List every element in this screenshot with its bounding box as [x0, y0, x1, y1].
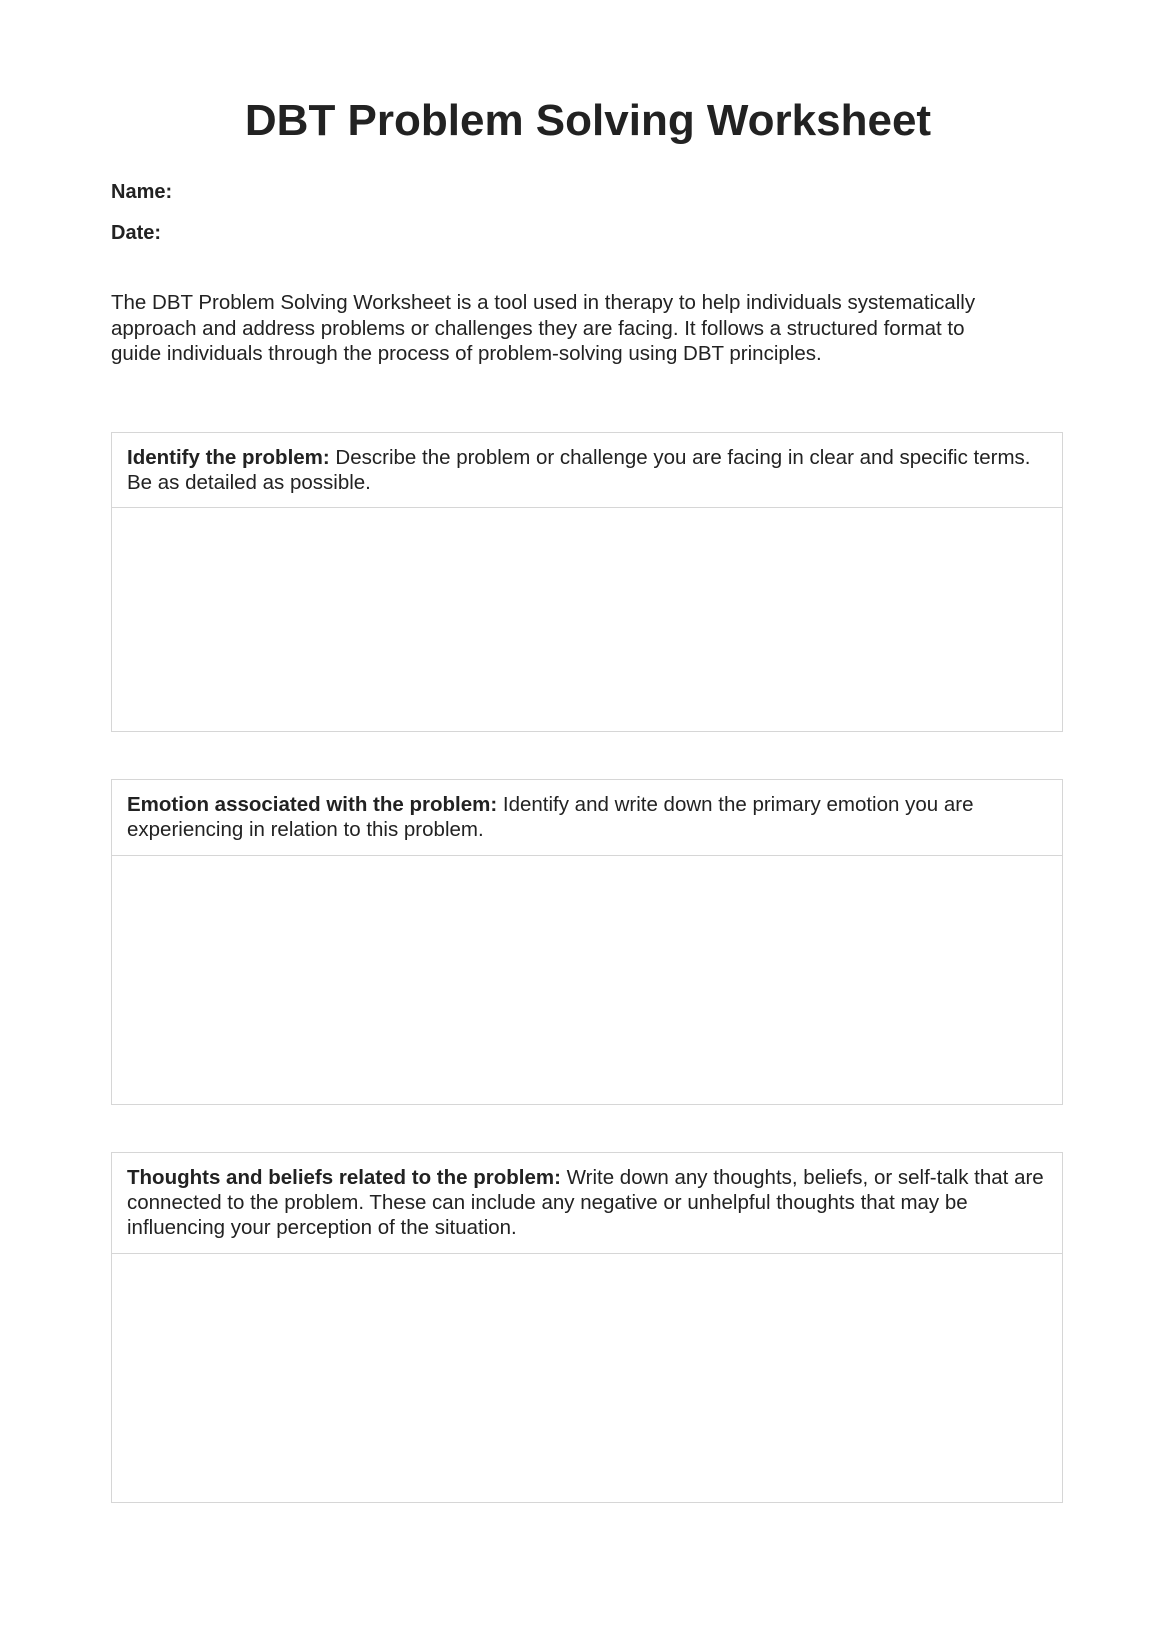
answer-area[interactable] — [112, 856, 1062, 1104]
section-identify-problem — [111, 432, 1063, 732]
answer-area[interactable] — [112, 1254, 1062, 1502]
section-label: Emotion associated with the problem: — [127, 793, 498, 816]
section-instructions: Identify and write down the primary emotion you are experiencing in relation to this problem. — [127, 793, 974, 841]
answer-area[interactable] — [112, 508, 1062, 731]
section-thoughts-beliefs — [111, 1152, 1063, 1503]
section-header — [112, 780, 1062, 856]
name-label: Name: — [111, 181, 173, 203]
section-emotion — [111, 779, 1063, 1105]
date-label: Date: — [111, 222, 162, 244]
section-instructions: Describe the problem or challenge you are facing in clear and specific terms. Be as detailed as possible. — [127, 446, 1031, 494]
page-title: DBT Problem Solving Worksheet — [244, 96, 932, 145]
section-instructions: Write down any thoughts, beliefs, or self-talk that are connected to the problem. These can include any negative or unhelpful thoughts that may be influencing your perception of the situation. — [127, 1166, 1044, 1239]
intro-paragraph: The DBT Problem Solving Worksheet is a tool used in therapy to help individuals systematically approach and address problems or challenges they are facing. It follows a structured format to guide individuals through the process of problem-solving using DBT principles. — [111, 291, 976, 365]
section-label: Thoughts and beliefs related to the problem: — [127, 1166, 561, 1189]
section-header — [112, 1153, 1062, 1254]
section-header — [112, 433, 1062, 508]
section-label: Identify the problem: — [127, 446, 330, 469]
